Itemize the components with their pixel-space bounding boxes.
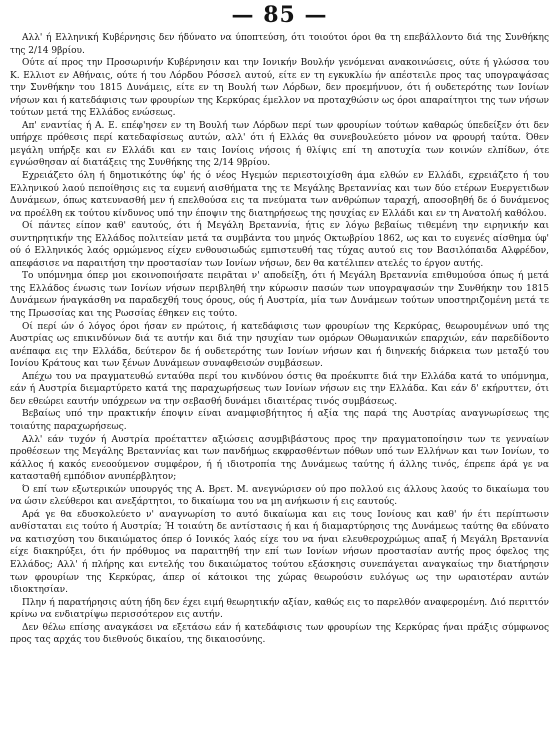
paragraph: Βεβαίως υπό την πρακτικήν έποψιν είναι αναμφισβήτητος ή αξία της παρά της Αυστρίας αναγνωρίσεως της τοιαύτης παραχωρήσεως. [10,409,549,432]
paragraph: Το υπόμνημα όπερ μοι εκοινοποιήσατε πειρᾶται ν' αποδείξη, ότι ή Μεγάλη Βρεταννία επιθυμούσα όπως ή μετά της Ελλάδος ένωσις των Ιονίων νήσων περιβληθή την κύρωσιν πασών των υπογραψασών την Συνθήκην του 1815 Δυνάμεων ήναγκάσθη να παραδεχθή τους όρους, ούς ή Αυστρία, μία των Δυνάμεων τούτων υποστηριζομένη μετά τε της Πρωσσίας και της Ρωσσίας έθηκεν εις τούτο. [10,271,549,320]
page-number: — 85 — [231,2,328,28]
paragraph: Ούτε αί προς την Προσωρινήν Κυβέρνησιν και την Ιονικήν Βουλήν γενόμεναι ανακοινώσεις, ούτε ή γλώσσα του Κ. Ελλιοτ εν Αθήναις, ούτε ή του Λόρδου Ρόσσελ αυτού, είτε εν τη εγκυκλίω ήν απέστειλε προς τας υπογραψάσας την Συνθήκην του 1815 Δυνάμεις, είτε εν τη Βουλή των Λόρδων, δεν προεμήνυον, ότι ή ουδετερότης των Ιονίων νήσων και ή κατεδάφισις των φρουρίων της Κερκύρας έμελλον να προταχθώσιν ως όροι απαραίτητοι της των νήσων τούτων μετά της Ελλάδος ενώσεως. [10,58,549,119]
paragraph: Ό επί των εξωτερικών υπουργός της Α. Βρετ. Μ. ανεγνώρισεν ού προ πολλού εις άλλους λαούς το δικαίωμα του να ώσιν ελεύθεροι και ανεξάρτητοι, το δικαίωμα του να μη ανήκωσιν ή εις εαυτούς. [10,484,549,508]
paragraph: Οί πάντες είπον καθ' εαυτούς, ότι ή Μεγάλη Βρεταννία, ήτις εν λόγω βεβαίως τιθεμένη την ειρηνικήν και συντηρητικήν της Ελλάδος πολιτείαν μετά τα συμβάντα του μηνός Οκτωβρίου 1862, ως και το ευγενές αίσθημα ύφ' ού ό Ελληνικός λαός ορμώμενος είχεν ενθουσιωδώς εμπιστευθή τας τύχας αυτού εις τον Βασιλόπαιδα Αλφρέδον, απεφάσισε να παραιτήση την προστασίαν των Ιονίων νήσων, δεν θα κατέλιπεν ατελές το έργον αυτής. [10,221,549,269]
document-body [10,32,549,647]
paragraph: Εχρειάζετο όλη ή δημοτικότης ύφ' ής ό νέος Ηγεμών περιεστοιχίσθη άμα ελθών εν Ελλάδι, εχρειάζετο ή του Ελληνικού λαού πεποίθησις εις τα ευμενή αισθήματα της τε Μεγάλης Βρεταννίας και των δύο ετέρων Ευεργετιδων Δυνάμεων, όπως κατευνασθή μεν ή επελθούσα εις τα πνεύματα των ανθρώπων ταραχή, αποσοβηθή δε ό δυνάμενος να προέλθη εκ τούτου κίνδυνος υπό την έποψιν της διατηρήσεως της ησυχίας εν Ελλάδι και εν τη Ανατολή καθόλου. [10,171,549,219]
paragraph: Αλλ' ή Ελληνική Κυβέρνησις δεν ήδύνατο να ύποπτεύση, ότι τοιούτοι όροι θα τη επεβάλλοντο διά της Συνθήκης της 2/14 9βρίου. [10,33,549,56]
paragraph: Απέχω του να πραγματευθώ ενταύθα περί του κινδύνου όστις θα προέκυπτε διά την Ελλάδα κατά το υπόμνημα, εάν ή Αυστρία διεμαρτύρετο κατά της παραχωρήσεως των Ιονίων νήσων εις την Ελλάδα. Και εάν δ' εκήρυττεν, ότι δεν εθεώρει εαυτήν υπόχρεων να την σεβασθή δυνάμει ιδιαιτέρας τινός συμβάσεως. [10,371,549,407]
paragraph: Δεν θέλω επίσης αναγκάσει να εξετάσω εάν ή κατεδάφισις των φρουρίων της Κερκύρας ήναι πράξις σύμφωνος προς τας αρχάς του διεθνούς δικαίου, της δικαιοσύνης. [10,622,549,646]
paragraph: Πλην ή παρατήρησις αύτη ήδη δεν έχει ειμή θεωρητικήν αξίαν, καθώς εις το παρελθόν αναφερομένη. Διό περιττόν κρίνω να ενδιατρίψω περισσότερον εις αυτήν. [10,597,549,621]
paragraph: Αλλ' εάν τυχόν ή Αυστρία προέταττεν αξιώσεις ασυμβιβάστους προς την πραγματοποίησιν των τε γενναίων προθέσεων της Μεγάλης Βρεταννίας και των πανδήμως εκφρασθέντων πόθων υπό των Ελλήνων και των Ιονίων, το κάλλος ή κακός ενεοούμενον συμφέρον, ή ή ιδιοτροπία της Δυνάμεως ταύτης ή άλλης τινός, έπρεπε άρά γε να κατασταθή εμπόδιον ανυπέρβλητον; [10,434,549,483]
paragraph: Αρά γε θα εδυσκολεύετο ν' αναγνωρίση το αυτό δικαίωμα και εις τους Ιονίους και καθ' ήν έτι περίπτωσιν ανθίσταται εις τούτο ή Αυστρία; Ή τοιαύτη δε αντίστασις ή και ή διαμαρτύρησις της Δυνάμεως ταύτης θα εδύνατο να κατισχύση του δικαιώματος όπερ ό Ιονικός λαός είχε του να ήναι ελευθεροχρώμως απαξ ή Μεγάλη Βρεταννία είχε διακηρύξει, ότι ήν πρόθυμος να παραιτηθή την επί των Ιονίων νήσων προστασίαν αυτής προς όφελος της Ελλάδος; Αλλ' ή πλήρης και εντελής του δικαιώματος τούτου εξάσκησις συνεπάγεται αναγκαίως την διατήρησιν των φρουρίων της Κερκύρας, άπερ οί κάτοικοι της χώρας θεωρούσιν ευλόγως ως την ωραιοτέραν αυτών ιδιοκτησίαν. [10,509,549,596]
paragraph: Οί περί ών ό λόγος όροι ήσαν εν πρώτοις, ή κατεδάφισις των φρουρίων της Κερκύρας, θεωρουμένων υπό της Αυστρίας ως επικινδύνων διά τε αυτήν και διά την ησυχίαν των ομόρων Οθωμανικών επαρχιών, εάν παρεδίδοντο ανέπαφα εις την Ελλάδα, δεύτερον δε ή ουδετερότης των Ιονίων νήσων και ή διηνεκής διάρκεια των μεταξύ του Ιονίου Κράτους και των ξένων Δυνάμεων συναφθεισών συμβάσεων. [10,321,549,370]
paragraph: Απ' εναντίας ή Α. Ε. επέφ'ησεν εν τη Βουλή των Λόρδων περί των φρουρίων τούτων καθαρώς ύπεδείξεν ότι δεν υπήρχε πρόθεσις περί κατεδαφίσεως αυτών, αλλ' ότι ή Ελλάς θα συνεβουλεύετο μόνον να φρουρή ταύτα. Όθεν μεγάλη υπήρξε και εν Ελλάδι και εν ταις Ιονίοις νήσοις ή θλίψις επί τη αποτυχία των κοινών ελπίδων, ότε εγνώσθησαν αί διατάξεις της Συνθήκης της 2/14 9βρίου. [10,120,549,169]
